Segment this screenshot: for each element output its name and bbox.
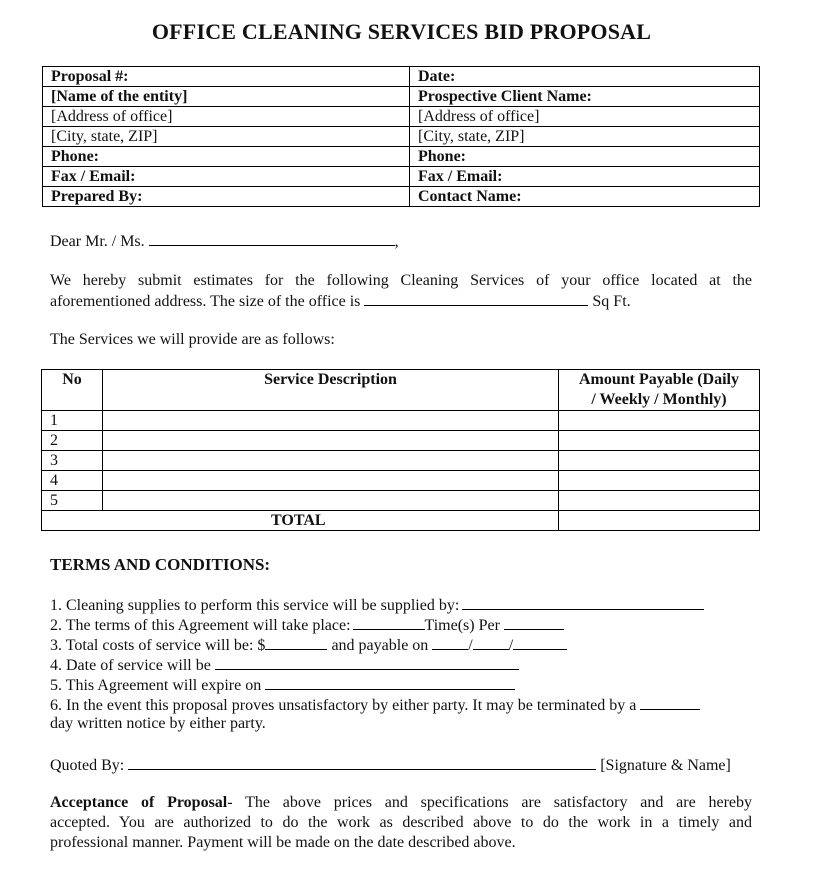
term-2-suffix: Time(s) Per [424, 617, 500, 634]
service-date-blank[interactable] [215, 655, 519, 670]
table-row [43, 67, 760, 87]
terms-heading: TERMS AND CONDITIONS: [50, 555, 271, 574]
signature-blank[interactable] [128, 755, 596, 770]
acceptance-line-3: professional manner. Payment will be made on the date described above. [50, 834, 516, 851]
greeting-line [50, 231, 399, 251]
client-name-label: Prospective Client Name: [410, 87, 760, 107]
term-1 [50, 595, 704, 615]
term-4 [50, 655, 519, 675]
service-description-cell[interactable] [103, 491, 559, 511]
service-description-cell[interactable] [103, 471, 559, 491]
client-phone-label: Phone: [410, 147, 760, 167]
column-header-no: No [42, 370, 103, 411]
entity-city-label: [City, state, ZIP] [43, 127, 410, 147]
document-title: OFFICE CLEANING SERVICES BID PROPOSAL [151, 19, 652, 44]
greeting-prefix: Dear Mr. / Ms. [50, 233, 145, 250]
column-header-amount [559, 370, 760, 411]
term-2-text: 2. The terms of this Agreement will take place: [50, 617, 351, 634]
date-separator: / [468, 637, 473, 654]
signature-name-hint: [Signature & Name] [600, 757, 731, 774]
contact-name-label: Contact Name: [410, 187, 760, 207]
amount-cell[interactable] [559, 451, 760, 471]
row-number: 5 [42, 491, 103, 511]
greeting-suffix: , [394, 233, 399, 250]
recipient-name-blank[interactable] [149, 231, 395, 246]
term-1-text: 1. Cleaning supplies to perform this service will be supplied by: [50, 597, 460, 614]
amount-cell[interactable] [559, 411, 760, 431]
table-row [43, 147, 760, 167]
date-separator: / [508, 637, 514, 654]
client-city-label: [City, state, ZIP] [410, 127, 760, 147]
total-label: TOTAL [42, 511, 559, 531]
term-5-text: 5. This Agreement will expire on [50, 677, 262, 694]
intro-line-2-prefix: aforementioned address. The size of the office is [50, 293, 361, 310]
office-size-blank[interactable] [364, 291, 588, 306]
acceptance-line-2: accepted. You are authorized to do the work as described above to do the work in a timely and [50, 814, 752, 831]
payable-day-blank[interactable] [473, 635, 509, 650]
column-header-amount-line-2: / Weekly / Monthly) [591, 391, 727, 408]
services-table [41, 369, 760, 531]
service-description-cell[interactable] [103, 451, 559, 471]
acceptance-heading: Acceptance of Proposal [50, 794, 228, 811]
intro-line-2 [50, 291, 631, 311]
term-5 [50, 675, 515, 695]
entity-name-label: [Name of the entity] [43, 87, 410, 107]
prepared-by-label: Prepared By: [43, 187, 410, 207]
term-6-line-1 [50, 695, 700, 715]
quoted-by-label: Quoted By: [50, 757, 125, 774]
term-6-line-2: day written notice by either party. [50, 715, 266, 732]
acceptance-text-1: - The above prices and specifications are satisfactory and are hereby [227, 794, 753, 811]
table-row [43, 107, 760, 127]
table-row [43, 127, 760, 147]
table-row [42, 491, 760, 511]
table-row [42, 471, 760, 491]
total-cost-blank[interactable] [265, 635, 327, 650]
entity-phone-label: Phone: [43, 147, 410, 167]
amount-cell[interactable] [559, 491, 760, 511]
row-number: 1 [42, 411, 103, 431]
times-blank[interactable] [353, 615, 425, 630]
proposal-number-label: Proposal #: [43, 67, 410, 87]
table-row [42, 431, 760, 451]
amount-cell[interactable] [559, 431, 760, 451]
term-3 [50, 635, 567, 655]
table-row [43, 187, 760, 207]
table-row [43, 87, 760, 107]
intro-line-1: We hereby submit estimates for the following Cleaning Services of your office located at the [50, 272, 752, 289]
service-description-cell[interactable] [103, 411, 559, 431]
intro-line-2-suffix: Sq Ft. [592, 293, 631, 310]
table-row [42, 451, 760, 471]
term-6-text: 6. In the event this proposal proves unsatisfactory by either party. It may be terminated by a [50, 697, 637, 714]
term-3-text: 3. Total costs of service will be: $ [50, 637, 266, 654]
expiry-date-blank[interactable] [265, 675, 515, 690]
column-header-description: Service Description [103, 370, 559, 411]
column-header-amount-line-1: Amount Payable (Daily [579, 371, 739, 388]
amount-cell[interactable] [559, 471, 760, 491]
date-label: Date: [410, 67, 760, 87]
entity-fax-email-label: Fax / Email: [43, 167, 410, 187]
quoted-by-line [50, 755, 731, 775]
row-number: 4 [42, 471, 103, 491]
table-row [43, 167, 760, 187]
term-2 [50, 615, 564, 635]
payable-year-blank[interactable] [513, 635, 567, 650]
row-number: 3 [42, 451, 103, 471]
entity-address-label: [Address of office] [43, 107, 410, 127]
row-number: 2 [42, 431, 103, 451]
client-address-label: [Address of office] [410, 107, 760, 127]
services-intro: The Services we will provide are as follows: [50, 331, 335, 348]
table-row [42, 411, 760, 431]
service-description-cell[interactable] [103, 431, 559, 451]
client-fax-email-label: Fax / Email: [410, 167, 760, 187]
payable-month-blank[interactable] [432, 635, 468, 650]
proposal-header-table [42, 66, 760, 207]
supplier-blank[interactable] [462, 595, 704, 610]
acceptance-line-1 [50, 793, 752, 813]
total-row [42, 511, 760, 531]
term-3-payable-text: and payable on [331, 637, 429, 654]
table-header-row [42, 370, 760, 411]
notice-days-blank[interactable] [640, 695, 700, 710]
period-blank[interactable] [504, 615, 564, 630]
total-amount-cell[interactable] [559, 511, 760, 531]
term-4-text: 4. Date of service will be [50, 657, 211, 674]
